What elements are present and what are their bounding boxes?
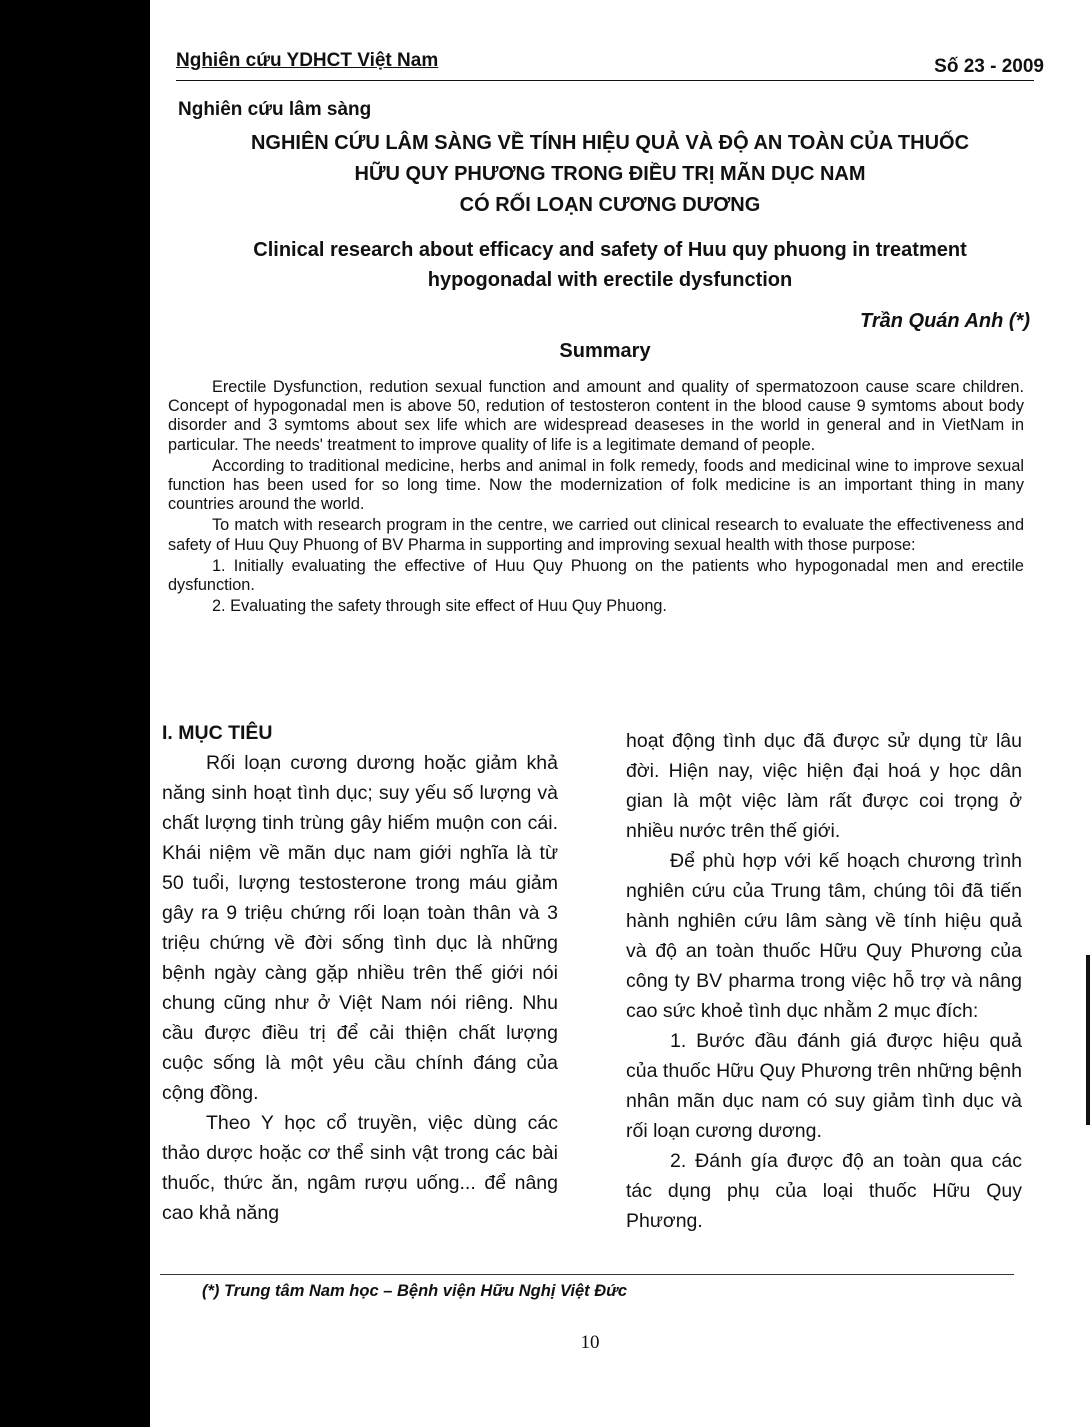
title-en-line: Clinical research about efficacy and safety of Huu quy phuong in treatment (253, 239, 967, 261)
summary-block (168, 378, 1024, 618)
journal-name: Nghiên cứu YDHCT Việt Nam (176, 50, 439, 71)
footnote: (*) Trung tâm Nam học – Bệnh viện Hữu Nghị Việt Đức (202, 1282, 628, 1300)
summary-paragraph: According to traditional medicine, herbs and animal in folk remedy, foods and medicinal wine to improve sexual function has been used for so long time. Now the modernization of folk medicine is an important thing in many countries around the world. (168, 456, 1024, 514)
paper-page (150, 0, 1090, 1427)
body-paragraph: Rối loạn cương dương hoặc giảm khả năng sinh hoạt tình dục; suy yếu số lượng và chất lượng tinh trùng gây hiếm muộn con cái. Khái niệm về mãn dục nam giới nghĩa là từ 50 tuổi, lượng testosterone trong máu giảm gây ra 9 triệu chứng rối loạn toàn thân và 3 triệu chứng về đời sống tình dục là những bệnh ngày càng gặp nhiều trên thế giới nói chung cũng như ở Việt Nam nói riêng. Nhu cầu được điều trị để cải thiện chất lượng cuộc sống là một yêu cầu chính đáng của cộng đồng. (162, 752, 558, 1104)
section-heading: I. MỤC TIÊU (162, 722, 273, 744)
body-paragraph: 1. Bước đầu đánh giá được hiệu quả của thuốc Hữu Quy Phương trên những bệnh nhân mãn dục nam có suy giảm tình dục và rối loạn cương dương. (626, 1030, 1022, 1142)
body-column-left (162, 718, 558, 1228)
body-paragraph: 2. Đánh gía được độ an toàn qua các tác dụng phụ của loại thuốc Hữu Quy Phương. (626, 1150, 1022, 1232)
footnote-divider (160, 1274, 1014, 1275)
body-column-right (626, 726, 1022, 1236)
running-header (176, 48, 1044, 81)
section-label: Nghiên cứu lâm sàng (178, 99, 372, 120)
body-paragraph: Để phù hợp với kế hoạch chương trình nghiên cứu của Trung tâm, chúng tôi đã tiến hành nghiên cứu lâm sàng về tính hiệu quả và độ an toàn thuốc Hữu Quy Phương của công ty BV pharma trong việc hỗ trợ và nâng cao sức khoẻ tình dục nhằm 2 mục đích: (626, 850, 1022, 1022)
author-name: Trần Quán Anh (*) (860, 310, 1030, 332)
scan-dark-edge (0, 0, 150, 1427)
body-paragraph-continued: hoạt động tình dục đã được sử dụng từ lâu đời. Hiện nay, việc hiện đại hoá y học dân gian là một việc làm rất được coi trọng ở nhiều nước trên thế giới. (626, 730, 1022, 842)
summary-paragraph: Erectile Dysfunction, redution sexual function and amount and quality of spermatozoon cause scare children. Concept of hypogonadal men is above 50, redution of testosteron content in the blood cause 9 symtoms about body disorder and 3 symtoms about sex life which are widespread deaseses in the world in general and in VietNam in particular. The needs' treatment to improve quality of life is a legitimate demand of people. (168, 378, 1024, 454)
title-english (170, 235, 1050, 295)
title-vn-line: CÓ RỐI LOẠN CƯƠNG DƯƠNG (459, 194, 761, 216)
title-vn-line: HỮU QUY PHƯƠNG TRONG ĐIỀU TRỊ MÃN DỤC NAM (354, 163, 866, 185)
title-vietnamese (170, 128, 1050, 221)
summary-heading: Summary (559, 340, 651, 362)
body-paragraph: Theo Y học cổ truyền, việc dùng các thảo dược hoặc cơ thể sinh vật trong các bài thuốc, thức ăn, ngâm rượu uống... để nâng cao khả năng (162, 1112, 558, 1224)
summary-paragraph: 1. Initially evaluating the effective of Huu Quy Phuong on the patients who hypogonadal men and erectile dysfunction. (168, 556, 1024, 595)
issue-number: Số 23 - 2009 (934, 56, 1044, 77)
page-number: 10 (580, 1332, 600, 1353)
title-en-line: hypogonadal with erectile dysfunction (427, 269, 793, 291)
summary-paragraph: 2. Evaluating the safety through site effect of Huu Quy Phuong. (212, 597, 667, 616)
title-vn-line: NGHIÊN CỨU LÂM SÀNG VỀ TÍNH HIỆU QUẢ VÀ ĐỘ AN TOÀN CỦA THUỐC (250, 132, 970, 154)
summary-paragraph: To match with research program in the centre, we carried out clinical research to evaluate the effectiveness and safety of Huu Quy Phuong of BV Pharma in supporting and improving sexual health with those purpose: (168, 516, 1024, 554)
